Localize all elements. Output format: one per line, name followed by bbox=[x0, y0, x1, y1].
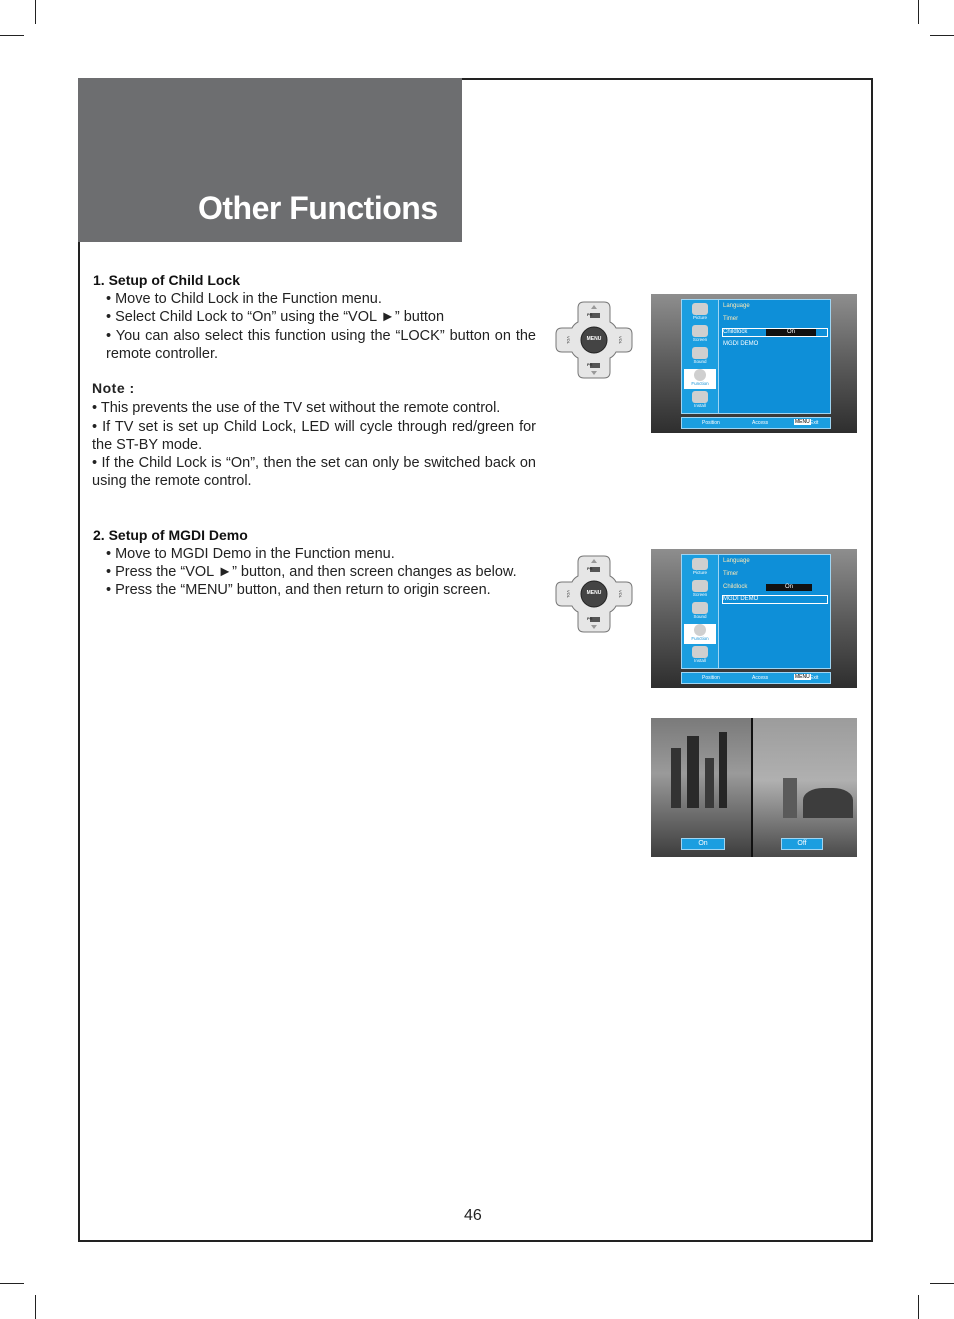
side-item-picture: Picture bbox=[684, 303, 716, 323]
pr-up-label: PR bbox=[587, 566, 593, 571]
page-title: Other Functions bbox=[198, 190, 438, 226]
sound-icon bbox=[692, 347, 708, 359]
vol-left-label: VOL bbox=[566, 590, 571, 599]
section1-heading: 1. Setup of Child Lock bbox=[93, 272, 241, 288]
menu-row-mgdi-demo: MGDI DEMO bbox=[723, 596, 759, 602]
footer-menu: MENU bbox=[795, 419, 810, 425]
side-item-install: Install bbox=[684, 646, 716, 666]
section2-heading: 2. Setup of MGDI Demo bbox=[93, 527, 248, 543]
crop-mark bbox=[35, 0, 36, 24]
demo-off-label: Off bbox=[781, 838, 823, 850]
menu-row-language: Language bbox=[723, 303, 750, 309]
tv-menu-screen-childlock bbox=[651, 294, 857, 433]
side-item-function: Function bbox=[684, 369, 716, 389]
pr-up-label: PR bbox=[587, 312, 593, 317]
side-item-screen: Screen bbox=[684, 325, 716, 345]
footer-position: Position bbox=[702, 675, 720, 681]
note-item: • If TV set is set up Child Lock, LED will cycle through red/green for the ST-BY mode. bbox=[92, 419, 536, 453]
note-item: • If the Child Lock is “On”, then the set can only be switched back on using the remote control. bbox=[92, 455, 536, 489]
sound-icon bbox=[692, 602, 708, 614]
crop-mark bbox=[918, 0, 919, 24]
side-item-screen: Screen bbox=[684, 580, 716, 600]
menu-panel bbox=[718, 554, 831, 669]
mgdi-demo-split-screen bbox=[651, 718, 857, 857]
demo-left-image bbox=[651, 718, 752, 857]
vol-left-label: VOL bbox=[566, 336, 571, 345]
crop-mark bbox=[0, 35, 24, 36]
footer-access: Access bbox=[752, 675, 769, 681]
crop-mark bbox=[930, 35, 954, 36]
menu-row-mgdi-demo: MGDI DEMO bbox=[723, 341, 759, 347]
section1-bullet: • Select Child Lock to “On” using the “VOL ►” button bbox=[106, 309, 445, 325]
screen-icon bbox=[692, 325, 708, 337]
menu-row-childlock: Childlock bbox=[723, 329, 748, 335]
vol-right-label: VOL bbox=[618, 590, 623, 599]
crop-mark bbox=[0, 1283, 24, 1284]
footer-position: Position bbox=[702, 420, 720, 426]
install-icon bbox=[692, 646, 708, 658]
screen-icon bbox=[692, 580, 708, 592]
crop-mark bbox=[930, 1283, 954, 1284]
footer-exit: Exit bbox=[810, 420, 819, 426]
demo-right-image bbox=[753, 718, 857, 857]
footer-access: Access bbox=[752, 420, 769, 426]
demo-on-label: On bbox=[681, 838, 725, 850]
menu-footer bbox=[681, 417, 831, 429]
footer-menu: MENU bbox=[795, 674, 810, 680]
pr-down-label: PR bbox=[587, 616, 593, 621]
menu-button-label: MENU bbox=[586, 336, 602, 342]
pr-down-label: PR bbox=[587, 362, 593, 367]
side-item-sound: Sound bbox=[684, 347, 716, 367]
menu-row-language: Language bbox=[723, 558, 750, 564]
vol-right-label: VOL bbox=[618, 336, 623, 345]
menu-sidebar bbox=[681, 554, 719, 669]
menu-row-childlock: Childlock bbox=[723, 584, 748, 590]
menu-sidebar bbox=[681, 299, 719, 414]
side-item-picture: Picture bbox=[684, 558, 716, 578]
side-item-sound: Sound bbox=[684, 602, 716, 622]
picture-icon bbox=[692, 558, 708, 570]
side-item-install: Install bbox=[684, 391, 716, 411]
section2-bullet: • Press the “VOL ►” button, and then screen changes as below. bbox=[106, 564, 517, 580]
remote-control-illustration bbox=[554, 554, 634, 634]
title-block bbox=[78, 78, 462, 242]
crop-mark bbox=[918, 1295, 919, 1319]
side-item-function: Function bbox=[684, 624, 716, 644]
page-number: 46 bbox=[464, 1207, 482, 1224]
note-label: Note : bbox=[92, 380, 135, 396]
clock-icon bbox=[694, 624, 706, 636]
menu-panel bbox=[718, 299, 831, 414]
section2-bullet: • Press the “MENU” button, and then return to origin screen. bbox=[106, 582, 491, 598]
picture-icon bbox=[692, 303, 708, 315]
menu-row-timer: Timer bbox=[723, 571, 739, 577]
menu-button-label: MENU bbox=[586, 590, 602, 596]
remote-control-illustration bbox=[554, 300, 634, 380]
section1-bullet: • You can also select this function using the “LOCK” button on the remote controller. bbox=[106, 328, 536, 362]
crop-mark bbox=[35, 1295, 36, 1319]
tv-menu-screen-mgdi bbox=[651, 549, 857, 688]
menu-footer bbox=[681, 672, 831, 684]
childlock-value: On bbox=[766, 329, 816, 336]
demo-divider bbox=[751, 718, 753, 857]
clock-icon bbox=[694, 369, 706, 381]
install-icon bbox=[692, 391, 708, 403]
menu-row-timer: Timer bbox=[723, 316, 739, 322]
section2-bullet: • Move to MGDI Demo in the Function menu. bbox=[106, 546, 395, 562]
footer-exit: Exit bbox=[810, 675, 819, 681]
section1-bullet: • Move to Child Lock in the Function menu. bbox=[106, 291, 382, 307]
note-item: • This prevents the use of the TV set without the remote control. bbox=[92, 400, 501, 416]
childlock-value: On bbox=[766, 584, 812, 591]
